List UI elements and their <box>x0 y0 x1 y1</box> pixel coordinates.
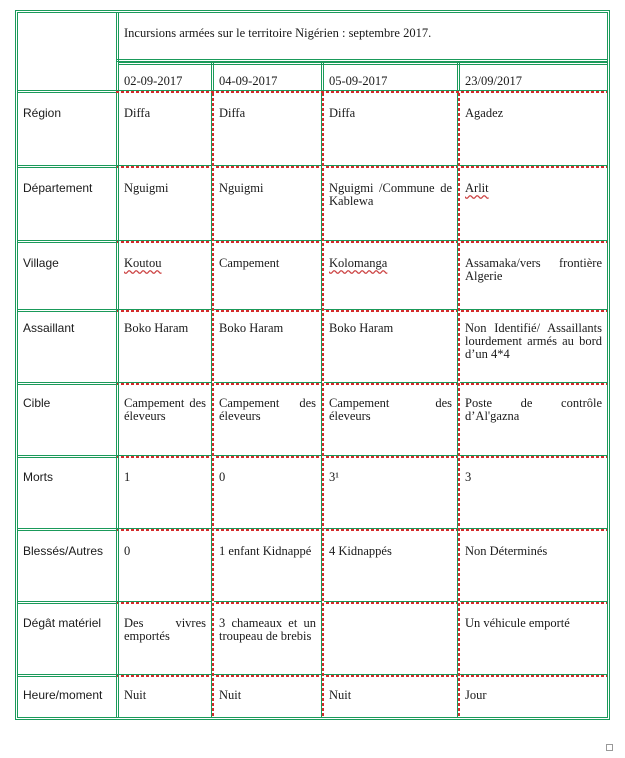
table-cell: 3 chameaux et un troupeau de brebis <box>219 616 316 643</box>
row-label-morts: Morts <box>23 470 53 484</box>
grid-line <box>18 309 116 312</box>
grid-line <box>116 382 607 385</box>
table-cell: Agadez <box>465 106 504 120</box>
table-cell: Nuit <box>329 688 352 702</box>
corner-cell <box>18 13 116 90</box>
row-label-degat: Dégât matériel <box>23 616 102 630</box>
incursions-table <box>15 10 610 720</box>
table-cell: Un véhicule emporté <box>465 616 570 630</box>
grid-line <box>18 165 116 168</box>
row-label-blesses: Blessés/Autres <box>23 544 104 558</box>
row-label-departement: Département <box>23 181 93 195</box>
table-cell: Diffa <box>329 106 356 120</box>
grid-line <box>116 309 607 312</box>
grid-line <box>457 62 460 93</box>
grid-line <box>18 674 116 677</box>
table-cell: 1 enfant Kidnappé <box>219 544 312 558</box>
grid-line <box>116 240 607 243</box>
grid-line <box>18 528 116 531</box>
table-cell: Koutou <box>124 256 162 270</box>
table-cell: 0 <box>124 544 131 558</box>
grid-line <box>321 93 324 717</box>
grid-line <box>119 62 607 65</box>
table-resize-handle[interactable] <box>606 744 613 751</box>
grid-line <box>18 455 116 458</box>
table-cell: Campement des éleveurs <box>219 396 316 423</box>
table-cell <box>324 604 457 674</box>
grid-line <box>116 90 607 93</box>
row-label-assaillant: Assaillant <box>23 321 75 335</box>
grid-line <box>116 528 607 531</box>
grid-line <box>211 93 214 717</box>
table-cell: Campement des éleveurs <box>329 396 452 423</box>
row-label-heure: Heure/moment <box>23 688 103 702</box>
grid-line <box>116 13 119 93</box>
table-cell: 0 <box>219 470 226 484</box>
table-cell: Kolomanga <box>329 256 388 270</box>
table-cell: Boko Haram <box>219 321 284 335</box>
table-cell: Nguigmi /Commune de Kablewa <box>329 181 452 208</box>
table-title: Incursions armées sur le territoire Nigérien : septembre 2017. <box>124 26 432 40</box>
table-cell: Non Identifié/ Assaillants lourdement armés au bord d’un 4*4 <box>465 321 602 361</box>
table-cell: Nguigmi <box>124 181 169 195</box>
grid-line <box>321 62 324 93</box>
table-cell: Assamaka/vers frontière Algerie <box>465 256 602 283</box>
row-label-region: Région <box>23 106 62 120</box>
table-cell: Diffa <box>219 106 246 120</box>
date-col-1: 02-09-2017 <box>124 74 183 88</box>
table-cell: Nuit <box>124 688 147 702</box>
table-cell: 1 <box>124 470 131 484</box>
table-cell: Poste de contrôle d’Al'gazna <box>465 396 602 423</box>
table-cell: Campement <box>219 256 280 270</box>
grid-line <box>116 93 119 717</box>
row-label-cible: Cible <box>23 396 51 410</box>
grid-line <box>116 455 607 458</box>
date-col-2: 04-09-2017 <box>219 74 278 88</box>
table-cell: Boko Haram <box>124 321 189 335</box>
grid-line <box>18 240 116 243</box>
grid-line <box>116 165 607 168</box>
table-cell: Des vivres emportés <box>124 616 206 643</box>
table-cell: 3 <box>465 470 472 484</box>
table-cell: Boko Haram <box>329 321 394 335</box>
row-label-village: Village <box>23 256 59 270</box>
grid-line <box>18 601 116 604</box>
table-cell: Campement des éleveurs <box>124 396 206 423</box>
table-cell: Arlit <box>465 181 489 195</box>
grid-line <box>18 382 116 385</box>
date-col-3: 05-09-2017 <box>329 74 388 88</box>
grid-line <box>457 93 460 717</box>
table-cell: Nguigmi <box>219 181 264 195</box>
grid-line <box>116 674 607 677</box>
table-cell: Nuit <box>219 688 242 702</box>
date-col-4: 23/09/2017 <box>465 74 522 88</box>
grid-line <box>116 601 607 604</box>
table-cell: Jour <box>465 688 487 702</box>
table-cell: 4 Kidnappés <box>329 544 392 558</box>
grid-line <box>211 62 214 93</box>
table-cell: Non Déterminés <box>465 544 548 558</box>
table-cell: Diffa <box>124 106 151 120</box>
grid-line <box>18 90 116 93</box>
table-cell: 3¹ <box>329 470 339 484</box>
